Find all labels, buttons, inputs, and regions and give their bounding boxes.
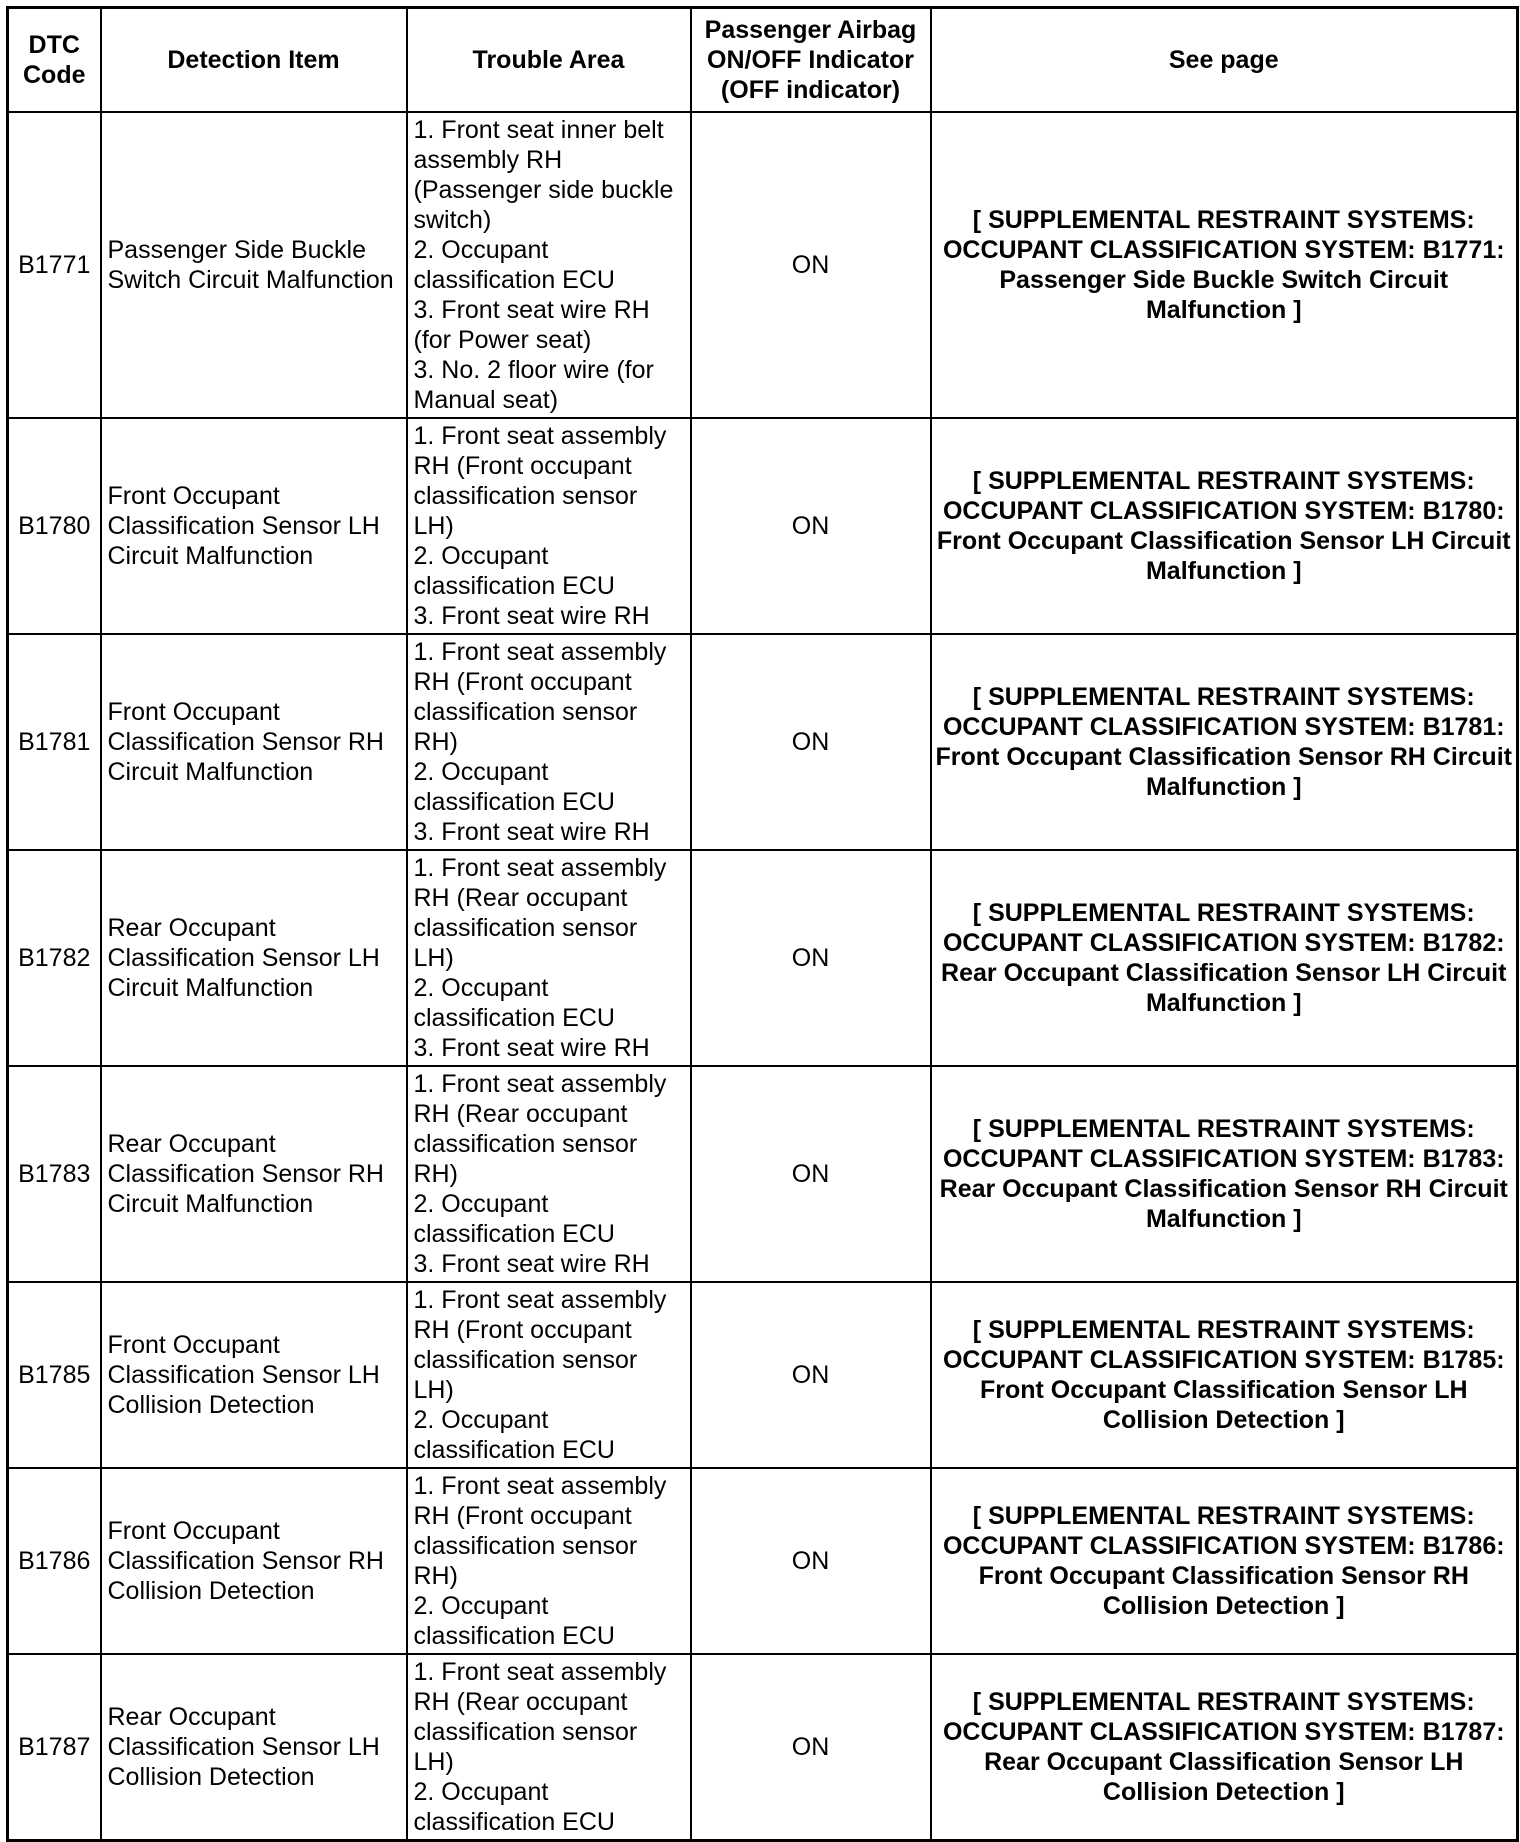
indicator-cell: ON [691,1066,931,1282]
trouble-area-line: 3. Front seat wire RH [413,818,650,846]
trouble-area-line: 2. Occupant classification ECU [413,758,615,816]
trouble-area-line: 3. Front seat wire RH [413,1250,650,1278]
trouble-area-line: 2. Occupant classification ECU [413,1592,615,1650]
indicator-cell: ON [691,850,931,1066]
trouble-area-line: 1. Front seat assembly RH (Rear occupant classification sensor LH) [413,854,667,972]
see-page-cell: [ SUPPLEMENTAL RESTRAINT SYSTEMS: OCCUPANT CLASSIFICATION SYSTEM: B1787: Rear Occupant Classification Sensor LH Collision Detection ] [931,1654,1518,1841]
dtc-code-cell: B1782 [8,850,101,1066]
see-page-cell: [ SUPPLEMENTAL RESTRAINT SYSTEMS: OCCUPANT CLASSIFICATION SYSTEM: B1771: Passenger Side Buckle Switch Circuit Malfunction ] [931,112,1518,418]
header-see-page: See page [931,8,1518,113]
trouble-area-line: 2. Occupant classification ECU [413,1406,615,1464]
detection-item-cell: Front Occupant Classification Sensor RH Circuit Malfunction [101,634,407,850]
table-row [8,850,1518,1066]
trouble-area-cell [407,634,691,850]
dtc-code-cell: B1785 [8,1282,101,1468]
indicator-cell: ON [691,418,931,634]
trouble-area-line: 1. Front seat inner belt assembly RH (Passenger side buckle switch) [413,116,674,234]
trouble-area-line: 2. Occupant classification ECU [413,236,615,294]
trouble-area-cell [407,850,691,1066]
trouble-area-line: 2. Occupant classification ECU [413,1778,615,1836]
trouble-area-cell [407,418,691,634]
dtc-table-container [6,6,1516,1842]
table-row [8,1468,1518,1654]
detection-item-cell: Rear Occupant Classification Sensor RH Circuit Malfunction [101,1066,407,1282]
trouble-area-line: 3. Front seat wire RH [413,602,650,630]
see-page-cell: [ SUPPLEMENTAL RESTRAINT SYSTEMS: OCCUPANT CLASSIFICATION SYSTEM: B1783: Rear Occupant Classification Sensor RH Circuit Malfunction ] [931,1066,1518,1282]
see-page-cell: [ SUPPLEMENTAL RESTRAINT SYSTEMS: OCCUPANT CLASSIFICATION SYSTEM: B1786: Front Occupant Classification Sensor RH Collision Detection ] [931,1468,1518,1654]
dtc-code-cell: B1787 [8,1654,101,1841]
detection-item-cell: Front Occupant Classification Sensor LH Collision Detection [101,1282,407,1468]
dtc-code-cell: B1783 [8,1066,101,1282]
table-row [8,418,1518,634]
detection-item-cell: Front Occupant Classification Sensor RH Collision Detection [101,1468,407,1654]
dtc-code-cell: B1786 [8,1468,101,1654]
detection-item-cell: Rear Occupant Classification Sensor LH Circuit Malfunction [101,850,407,1066]
indicator-cell: ON [691,634,931,850]
header-dtc-code: DTC Code [8,8,101,113]
detection-item-cell: Passenger Side Buckle Switch Circuit Malfunction [101,112,407,418]
trouble-area-line: 3. No. 2 floor wire (for Manual seat) [413,356,654,414]
see-page-cell: [ SUPPLEMENTAL RESTRAINT SYSTEMS: OCCUPANT CLASSIFICATION SYSTEM: B1785: Front Occupant Classification Sensor LH Collision Detection ] [931,1282,1518,1468]
trouble-area-line: 1. Front seat assembly RH (Front occupant classification sensor LH) [413,1286,667,1404]
dtc-code-cell: B1781 [8,634,101,850]
trouble-area-line: 1. Front seat assembly RH (Rear occupant classification sensor RH) [413,1070,667,1188]
trouble-area-cell [407,1468,691,1654]
dtc-code-cell: B1771 [8,112,101,418]
table-row [8,112,1518,418]
table-row [8,1066,1518,1282]
trouble-area-cell [407,1282,691,1468]
indicator-cell: ON [691,1654,931,1841]
header-detection-item: Detection Item [101,8,407,113]
see-page-cell: [ SUPPLEMENTAL RESTRAINT SYSTEMS: OCCUPANT CLASSIFICATION SYSTEM: B1781: Front Occupant Classification Sensor RH Circuit Malfunction ] [931,634,1518,850]
trouble-area-line: 1. Front seat assembly RH (Front occupant classification sensor LH) [413,422,667,540]
trouble-area-cell [407,112,691,418]
detection-item-cell: Rear Occupant Classification Sensor LH Collision Detection [101,1654,407,1841]
table-row [8,634,1518,850]
table-body [8,112,1518,1841]
trouble-area-line: 1. Front seat assembly RH (Front occupant classification sensor RH) [413,638,667,756]
trouble-area-line: 1. Front seat assembly RH (Rear occupant classification sensor LH) [413,1658,667,1776]
see-page-cell: [ SUPPLEMENTAL RESTRAINT SYSTEMS: OCCUPANT CLASSIFICATION SYSTEM: B1782: Rear Occupant Classification Sensor LH Circuit Malfunction ] [931,850,1518,1066]
trouble-area-line: 2. Occupant classification ECU [413,542,615,600]
trouble-area-cell [407,1654,691,1841]
table-header-row [8,8,1518,113]
header-indicator: Passenger Airbag ON/OFF Indicator (OFF indicator) [691,8,931,113]
table-row [8,1282,1518,1468]
table-row [8,1654,1518,1841]
detection-item-cell: Front Occupant Classification Sensor LH Circuit Malfunction [101,418,407,634]
see-page-cell: [ SUPPLEMENTAL RESTRAINT SYSTEMS: OCCUPANT CLASSIFICATION SYSTEM: B1780: Front Occupant Classification Sensor LH Circuit Malfunction ] [931,418,1518,634]
indicator-cell: ON [691,1282,931,1468]
indicator-cell: ON [691,112,931,418]
trouble-area-line: 3. Front seat wire RH [413,1034,650,1062]
trouble-area-line: 1. Front seat assembly RH (Front occupant classification sensor RH) [413,1472,667,1590]
dtc-table [6,6,1519,1842]
dtc-code-cell: B1780 [8,418,101,634]
trouble-area-cell [407,1066,691,1282]
header-trouble-area: Trouble Area [407,8,691,113]
trouble-area-line: 3. Front seat wire RH (for Power seat) [413,296,650,354]
trouble-area-line: 2. Occupant classification ECU [413,974,615,1032]
trouble-area-line: 2. Occupant classification ECU [413,1190,615,1248]
indicator-cell: ON [691,1468,931,1654]
